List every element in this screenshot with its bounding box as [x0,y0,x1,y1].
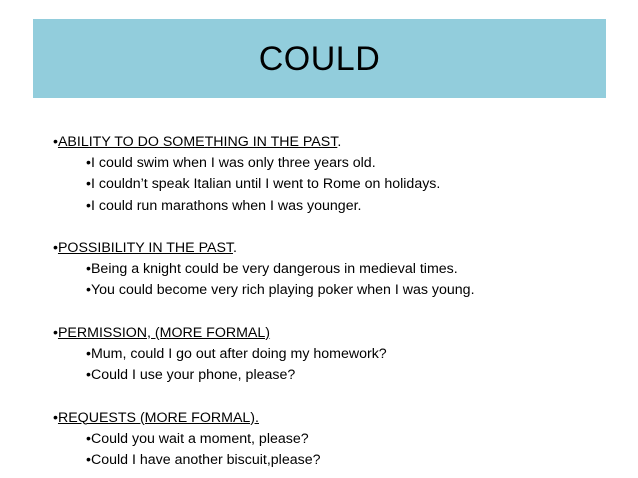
section-heading-suffix: . [233,240,237,256]
section-ability [53,132,613,217]
section-heading [53,238,613,259]
bullet-mark: • [86,197,91,214]
bullet-mark: • [86,261,91,278]
section-heading-text: ABILITY TO DO SOMETHING IN THE PAST [57,134,338,150]
list-item-text: I couldn’t speak Italian until I went to Rome on holidays. [90,176,441,193]
list-item [53,174,613,195]
list-item [53,429,613,450]
bullet-mark: • [86,430,91,447]
bullet-mark: • [86,367,91,384]
list-item-text: You could become very rich playing poker when I was young. [90,282,475,299]
title-banner [33,19,606,98]
list-item [53,153,613,174]
bullet-mark: • [86,155,91,172]
bullet-mark: • [53,409,58,426]
list-item-text: Mum, could I go out after doing my homework? [90,346,387,362]
list-item-text: Being a knight could be very dangerous in medieval times. [90,261,458,278]
slide-body [53,132,613,471]
list-item [53,259,613,280]
list-item [53,280,613,301]
list-item [53,344,613,365]
list-item-text: Could I have another biscuit,please? [90,452,321,468]
bullet-mark: • [53,240,58,256]
section-heading [53,132,613,153]
section-heading-text: REQUESTS (MORE FORMAL). [57,409,259,426]
bullet-mark: • [86,452,91,468]
list-item [53,450,613,471]
bullet-mark: • [86,176,91,193]
section-heading [53,408,613,429]
section-heading-suffix: . [337,134,342,150]
list-item-text: I could swim when I was only three years old. [90,155,376,172]
bullet-mark: • [86,282,91,299]
list-item [53,365,613,386]
section-heading-text: POSSIBILITY IN THE PAST [57,240,234,256]
list-item-text: Could you wait a moment, please? [90,430,309,447]
list-item [53,196,613,217]
bullet-mark: • [86,346,91,362]
section-heading-text: PERMISSION, (MORE FORMAL) [57,324,271,341]
bullet-mark: • [53,134,58,150]
section-permission [53,323,613,387]
list-item-text: Could I use your phone, please? [90,367,296,384]
slide-title: COULD [258,40,381,78]
section-possibility [53,238,613,302]
list-item-text: I could run marathons when I was younger. [90,197,362,214]
section-heading [53,323,613,344]
section-requests [53,408,613,472]
bullet-mark: • [53,324,58,341]
